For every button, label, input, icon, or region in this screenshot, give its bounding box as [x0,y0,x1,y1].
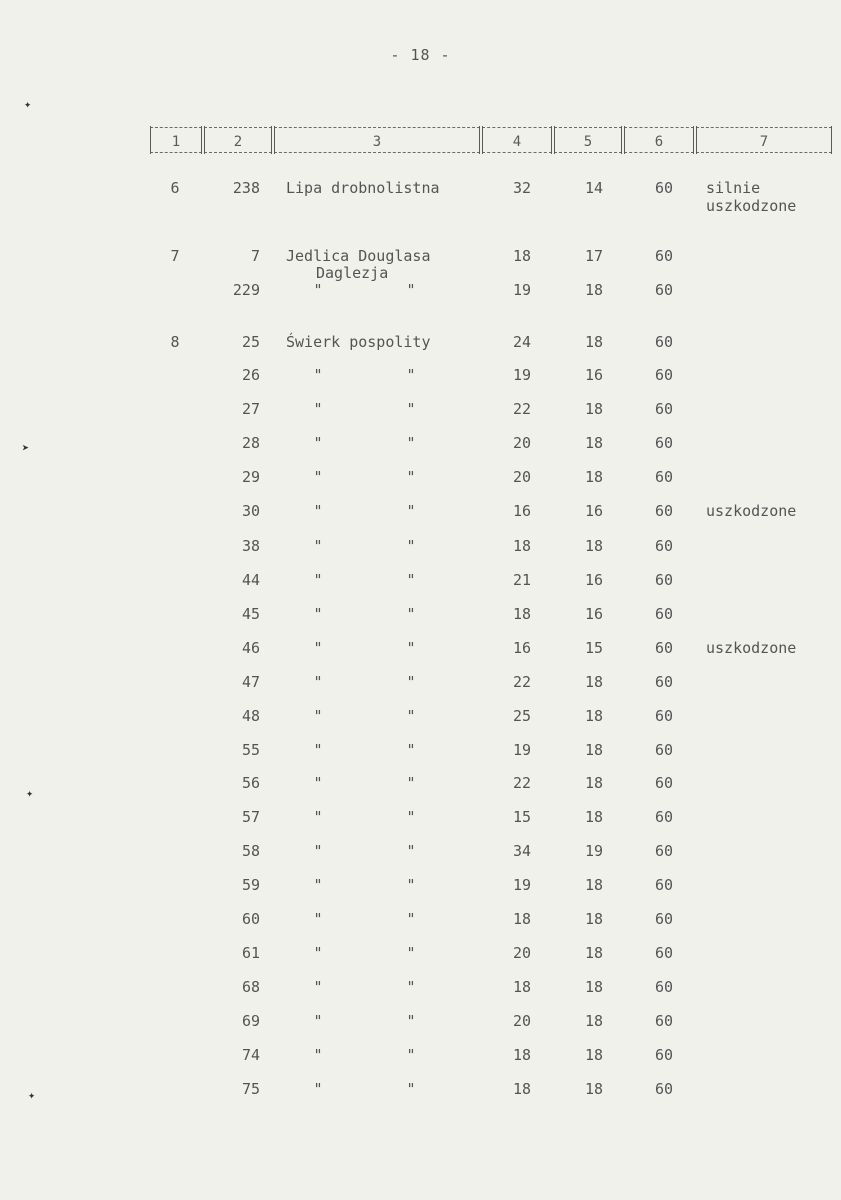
ditto-mark: " [406,978,416,996]
punch-mark-icon: ➤ [22,441,30,455]
column-header-label: 6 [654,134,664,150]
ditto-mark: " [406,281,416,299]
cell-col-4: 19 [512,876,532,894]
ditto-mark: " [406,1080,416,1098]
cell-col-5: 18 [584,808,604,826]
cell-col-4: 18 [512,1046,532,1064]
cell-tree-number: 29 [241,468,260,486]
ditto-mark: " [313,502,323,520]
ditto-mark: " [406,366,416,384]
cell-col-5: 18 [584,400,604,418]
cell-remarks: silnie [706,179,761,197]
cell-col-5: 18 [584,1012,604,1030]
cell-col-5: 18 [584,1046,604,1064]
cell-tree-number: 46 [241,639,260,657]
ditto-mark: " [313,639,323,657]
cell-tree-number: 25 [241,333,260,351]
cell-col-4: 18 [512,1080,532,1098]
punch-mark-icon: ✦ [28,1088,36,1102]
cell-col-4: 18 [512,605,532,623]
ditto-mark: " [313,842,323,860]
ditto-mark: " [406,673,416,691]
table-row [0,944,841,968]
cell-tree-number: 38 [241,537,260,555]
cell-col-5: 18 [584,468,604,486]
ditto-mark: " [406,502,416,520]
column-header-2 [204,124,272,156]
cell-species: Lipa drobnolistna [286,179,440,197]
column-header-label: 7 [759,134,769,150]
column-header-6 [624,124,694,156]
cell-col-5: 16 [584,502,604,520]
table-row [0,808,841,832]
cell-col-6: 60 [654,571,674,589]
page-number: - 18 - [390,46,451,64]
cell-col-6: 60 [654,605,674,623]
cell-col-6: 60 [654,1046,674,1064]
cell-col-4: 16 [512,502,532,520]
cell-col-6: 60 [654,774,674,792]
ditto-mark: " [313,673,323,691]
cell-col-6: 60 [654,910,674,928]
cell-col-4: 20 [512,1012,532,1030]
cell-tree-number: 7 [250,247,260,265]
cell-remarks: uszkodzone [706,639,797,657]
table-row [0,333,841,357]
ditto-mark: " [313,468,323,486]
cell-col-4: 18 [512,910,532,928]
table-row [0,468,841,492]
column-header-label: 2 [233,134,243,150]
cell-tree-number: 44 [241,571,260,589]
cell-col-5: 18 [584,910,604,928]
cell-tree-number: 60 [241,910,260,928]
cell-tree-number: 26 [241,366,260,384]
cell-tree-number: 58 [241,842,260,860]
ditto-mark: " [313,571,323,589]
ditto-mark: " [406,605,416,623]
cell-col-6: 60 [654,537,674,555]
cell-col-5: 17 [584,247,604,265]
ditto-mark: " [406,944,416,962]
cell-col-6: 60 [654,366,674,384]
table-row [0,673,841,697]
cell-col-5: 18 [584,876,604,894]
cell-col-6: 60 [654,1080,674,1098]
table-row [0,605,841,629]
cell-col-6: 60 [654,978,674,996]
cell-col-6: 60 [654,876,674,894]
cell-col-4: 19 [512,366,532,384]
cell-col-4: 20 [512,434,532,452]
column-header-label: 5 [583,134,593,150]
cell-col-5: 18 [584,673,604,691]
cell-col-5: 18 [584,944,604,962]
cell-tree-number: 68 [241,978,260,996]
ditto-mark: " [313,605,323,623]
ditto-mark: " [313,434,323,452]
cell-remarks-line-2: uszkodzone [706,197,797,215]
table-row [0,247,841,271]
cell-col-6: 60 [654,707,674,725]
cell-col-5: 16 [584,366,604,384]
table-row [0,1012,841,1036]
cell-tree-number: 75 [241,1080,260,1098]
cell-tree-number: 57 [241,808,260,826]
cell-col-6: 60 [654,502,674,520]
table-row [0,978,841,1002]
cell-col-6: 60 [654,247,674,265]
ditto-mark: " [406,842,416,860]
table-row [0,502,841,526]
cell-col-6: 60 [654,434,674,452]
cell-col-4: 32 [512,179,532,197]
cell-col-4: 22 [512,774,532,792]
cell-col-5: 16 [584,571,604,589]
table-row [0,774,841,798]
ditto-mark: " [313,366,323,384]
ditto-mark: " [313,537,323,555]
column-header-1 [150,124,202,156]
table-row [0,400,841,424]
cell-tree-number: 47 [241,673,260,691]
cell-col-4: 16 [512,639,532,657]
cell-tree-number: 55 [241,741,260,759]
table-row [0,537,841,561]
ditto-mark: " [406,571,416,589]
cell-col-4: 20 [512,468,532,486]
table-row [0,1046,841,1070]
cell-tree-number: 27 [241,400,260,418]
cell-col-4: 24 [512,333,532,351]
cell-tree-number: 238 [232,179,260,197]
cell-species: Świerk pospolity [286,333,431,351]
table-row [0,876,841,900]
table-row [0,1080,841,1104]
cell-col-6: 60 [654,673,674,691]
cell-tree-number: 69 [241,1012,260,1030]
cell-col-4: 25 [512,707,532,725]
cell-col-5: 18 [584,333,604,351]
cell-col-6: 60 [654,281,674,299]
cell-tree-number: 61 [241,944,260,962]
cell-col-5: 15 [584,639,604,657]
cell-col-5: 19 [584,842,604,860]
ditto-mark: " [313,944,323,962]
ditto-mark: " [406,537,416,555]
cell-group: 8 [170,333,180,351]
ditto-mark: " [313,774,323,792]
table-row [0,366,841,390]
ditto-mark: " [406,1046,416,1064]
cell-col-6: 60 [654,944,674,962]
ditto-mark: " [313,876,323,894]
cell-col-4: 18 [512,978,532,996]
cell-col-4: 18 [512,247,532,265]
ditto-mark: " [313,808,323,826]
cell-col-5: 14 [584,179,604,197]
cell-tree-number: 74 [241,1046,260,1064]
table-row [0,910,841,934]
cell-remarks: uszkodzone [706,502,797,520]
cell-col-4: 15 [512,808,532,826]
cell-col-6: 60 [654,468,674,486]
cell-col-5: 18 [584,774,604,792]
table-row [0,434,841,458]
cell-col-4: 34 [512,842,532,860]
column-header-3 [274,124,480,156]
ditto-mark: " [313,281,323,299]
ditto-mark: " [406,910,416,928]
column-header-label: 1 [171,134,181,150]
column-header-label: 4 [512,134,522,150]
cell-col-5: 18 [584,978,604,996]
ditto-mark: " [313,1080,323,1098]
cell-col-4: 19 [512,281,532,299]
table-row [0,842,841,866]
punch-mark-icon: ✦ [24,97,32,111]
cell-col-5: 18 [584,1080,604,1098]
ditto-mark: " [406,707,416,725]
cell-col-4: 20 [512,944,532,962]
cell-col-4: 22 [512,673,532,691]
cell-tree-number: 45 [241,605,260,623]
ditto-mark: " [406,434,416,452]
ditto-mark: " [406,741,416,759]
ditto-mark: " [406,774,416,792]
cell-col-5: 18 [584,281,604,299]
cell-tree-number: 30 [241,502,260,520]
ditto-mark: " [313,1046,323,1064]
cell-tree-number: 229 [232,281,260,299]
cell-col-6: 60 [654,842,674,860]
cell-col-6: 60 [654,741,674,759]
cell-group: 7 [170,247,180,265]
cell-col-6: 60 [654,639,674,657]
cell-tree-number: 48 [241,707,260,725]
cell-col-4: 21 [512,571,532,589]
ditto-mark: " [313,400,323,418]
ditto-mark: " [406,468,416,486]
cell-col-6: 60 [654,179,674,197]
punch-mark-icon: ✦ [26,786,34,800]
table-row [0,571,841,595]
cell-col-5: 18 [584,434,604,452]
cell-col-4: 18 [512,537,532,555]
cell-col-5: 16 [584,605,604,623]
cell-col-5: 18 [584,537,604,555]
table-row [0,741,841,765]
cell-col-6: 60 [654,1012,674,1030]
ditto-mark: " [313,707,323,725]
cell-col-6: 60 [654,808,674,826]
column-header-label: 3 [372,134,382,150]
column-header-7 [696,124,832,156]
cell-tree-number: 56 [241,774,260,792]
column-header-4 [482,124,552,156]
table-row [0,639,841,663]
cell-col-6: 60 [654,400,674,418]
table-row [0,707,841,731]
cell-col-5: 18 [584,741,604,759]
ditto-mark: " [313,741,323,759]
cell-tree-number: 28 [241,434,260,452]
column-header-5 [554,124,622,156]
ditto-mark: " [406,639,416,657]
ditto-mark: " [406,1012,416,1030]
cell-tree-number: 59 [241,876,260,894]
ditto-mark: " [313,978,323,996]
cell-col-4: 22 [512,400,532,418]
cell-group: 6 [170,179,180,197]
cell-col-4: 19 [512,741,532,759]
ditto-mark: " [406,400,416,418]
ditto-mark: " [406,876,416,894]
cell-species: Jedlica Douglasa [286,247,431,265]
ditto-mark: " [313,1012,323,1030]
ditto-mark: " [406,808,416,826]
ditto-mark: " [313,910,323,928]
table-row [0,281,841,305]
cell-col-5: 18 [584,707,604,725]
cell-species-line-2: Daglezja [316,264,389,282]
cell-col-6: 60 [654,333,674,351]
